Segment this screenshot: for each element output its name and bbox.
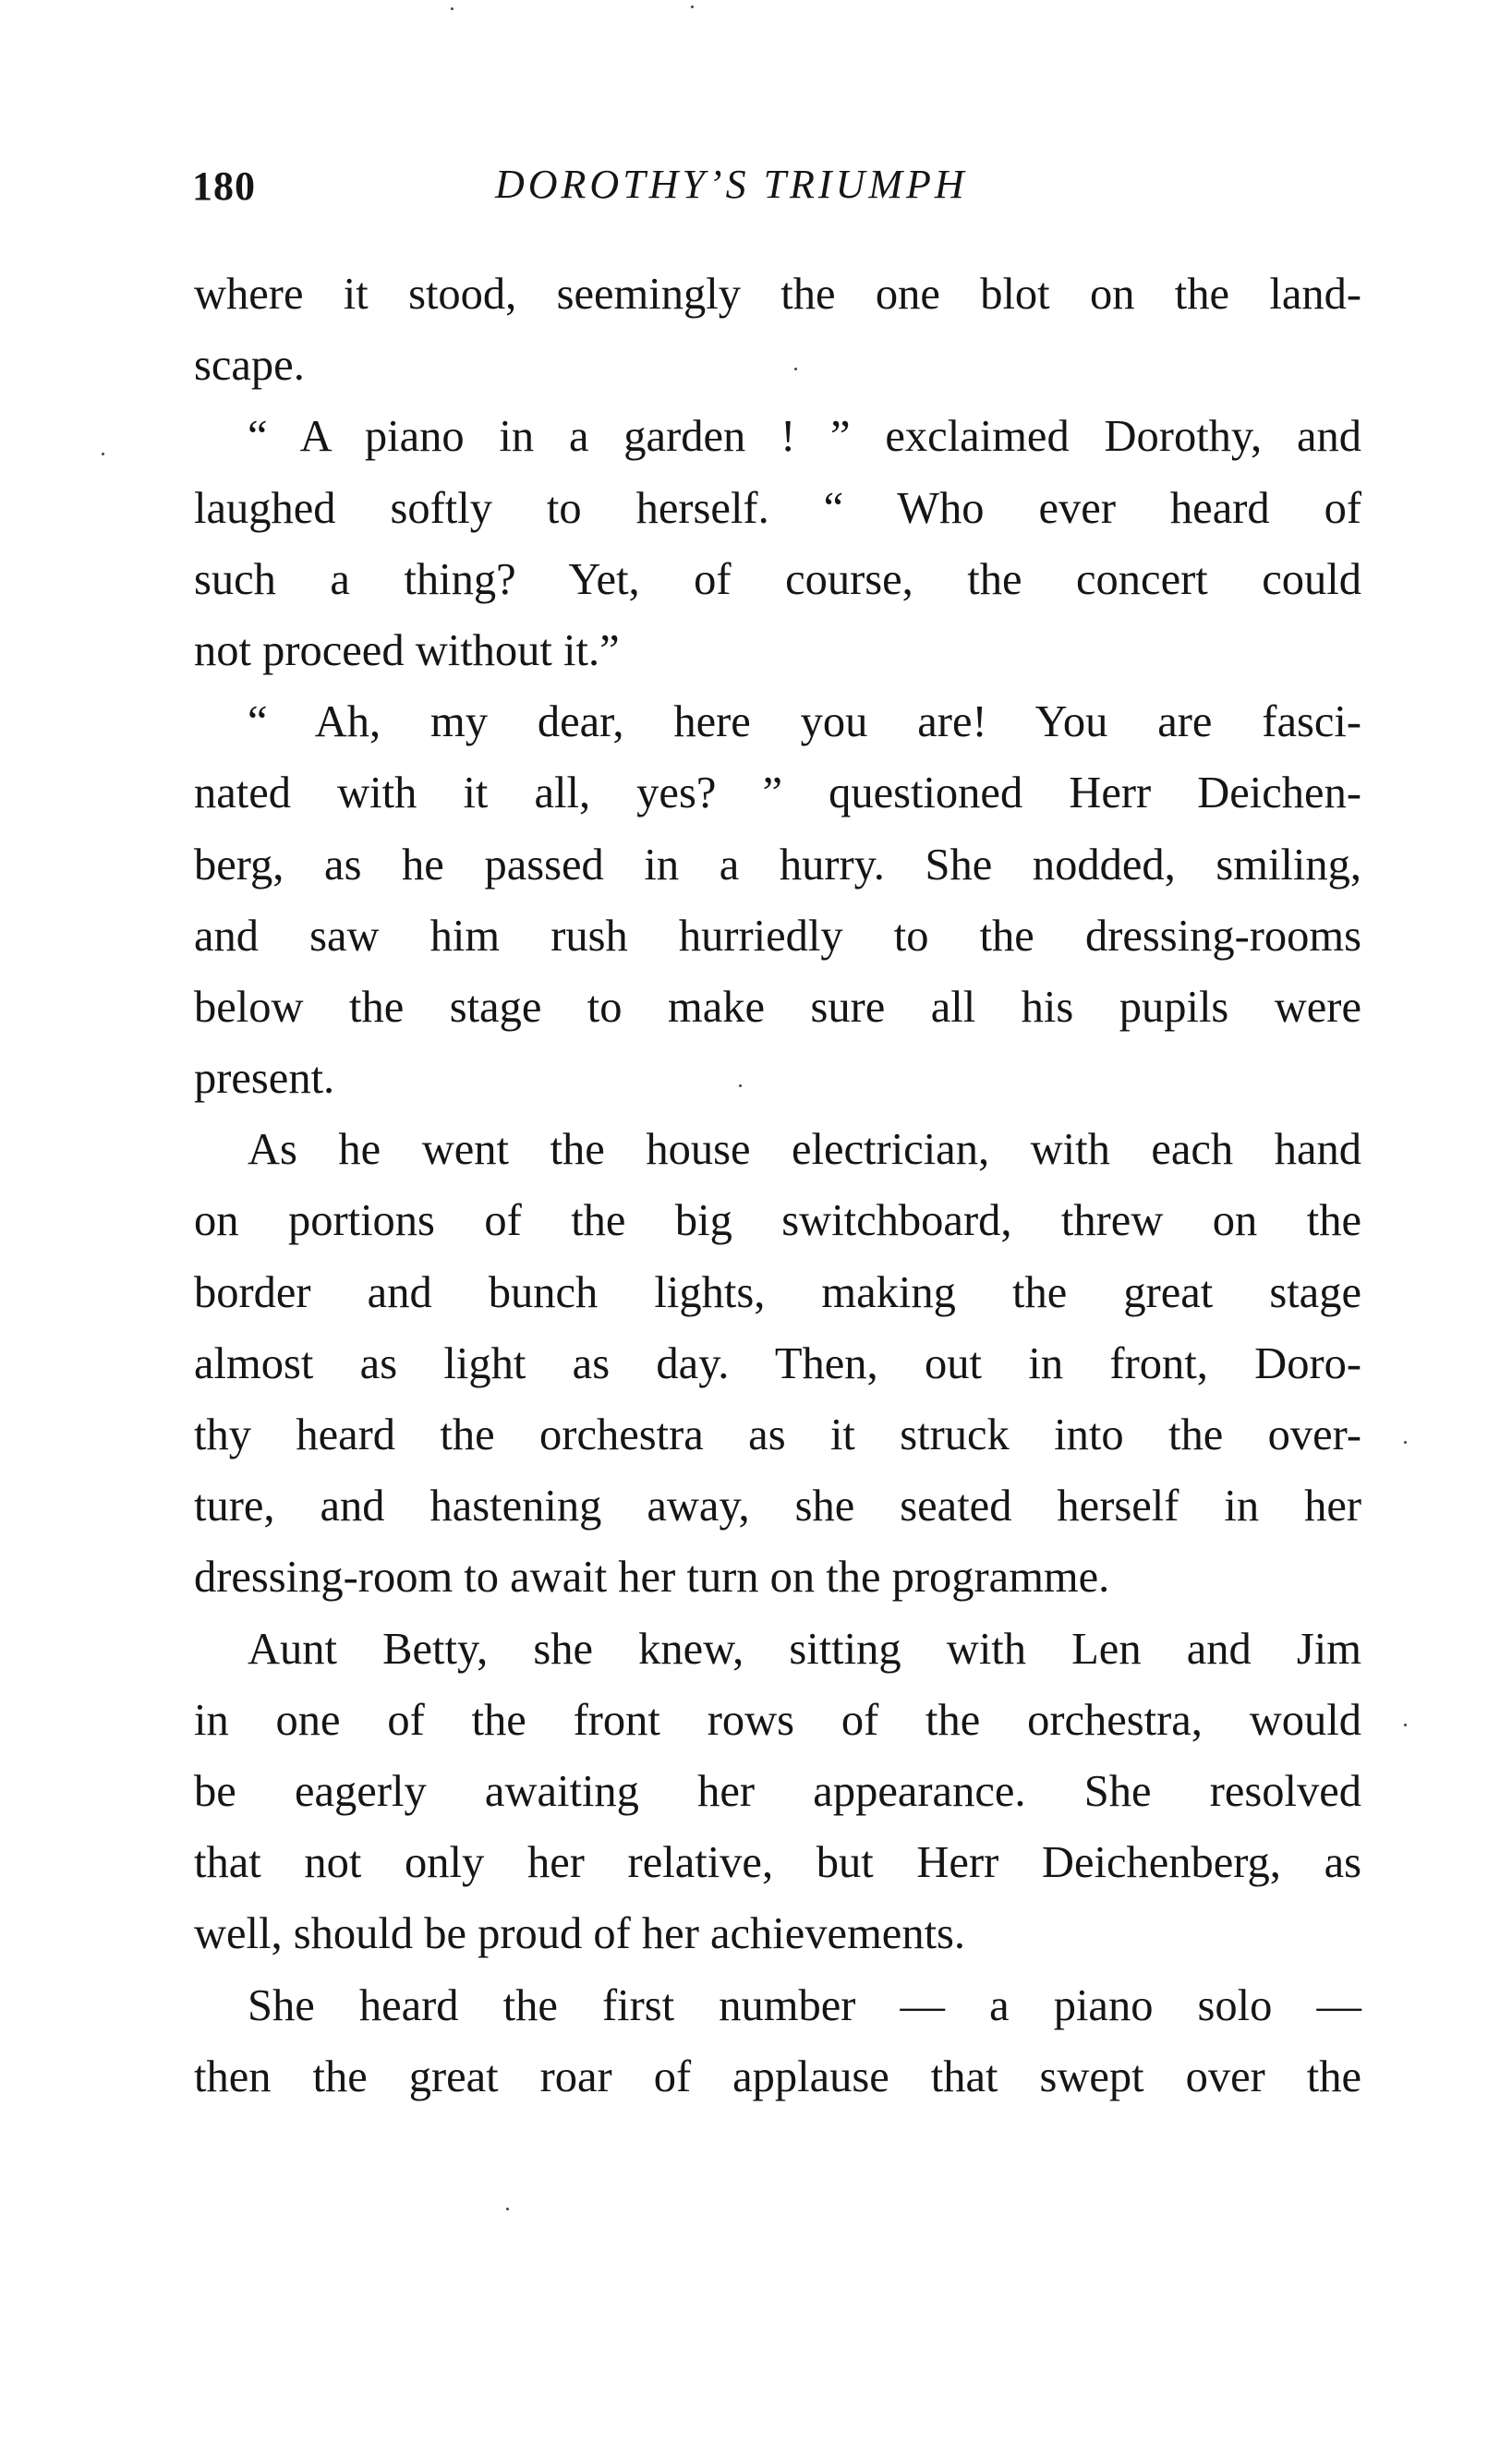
text-line: “ Ah, my dear, here you are! You are fasci- bbox=[248, 697, 1361, 747]
scan-speck bbox=[794, 368, 797, 370]
text-line: where it stood, seemingly the one blot on the land- bbox=[194, 270, 1361, 319]
text-line: ture, and hastening away, she seated herself in her bbox=[194, 1482, 1361, 1531]
text-line: in one of the front rows of the orchestra, would bbox=[194, 1695, 1361, 1745]
text-line: be eagerly awaiting her appearance. She resolved bbox=[194, 1766, 1361, 1816]
text-line: present. bbox=[194, 1054, 335, 1104]
text-line: such a thing? Yet, of course, the concert could bbox=[194, 554, 1361, 604]
text-line: She heard the first number — a piano solo — bbox=[248, 1980, 1361, 2030]
text-line: As he went the house electrician, with each hand bbox=[248, 1125, 1361, 1175]
text-line: and saw him rush hurriedly to the dressing-rooms bbox=[194, 911, 1361, 961]
text-line: dressing-room to await her turn on the programme. bbox=[194, 1553, 1110, 1603]
scan-speck bbox=[691, 6, 694, 8]
text-line: then the great roar of applause that swept over the bbox=[194, 2052, 1361, 2101]
page-number: 180 bbox=[192, 163, 256, 209]
running-head: DOROTHY’S TRIUMPH bbox=[495, 162, 968, 207]
scan-speck bbox=[506, 2208, 509, 2210]
page-header bbox=[192, 153, 1365, 227]
scan-speck bbox=[451, 7, 454, 10]
body-text bbox=[194, 259, 1361, 2112]
scan-speck bbox=[102, 453, 104, 455]
text-line: border and bunch lights, making the great stage bbox=[194, 1267, 1361, 1317]
scan-speck bbox=[1404, 1724, 1407, 1726]
scan-speck bbox=[739, 1084, 742, 1087]
text-line: nated with it all, yes? ” questioned Herr Deichen- bbox=[194, 769, 1361, 818]
text-line: below the stage to make sure all his pupils were bbox=[194, 982, 1361, 1032]
text-line: almost as light as day. Then, out in front, Doro- bbox=[194, 1338, 1361, 1388]
text-line: “ A piano in a garden ! ” exclaimed Dorothy, and bbox=[248, 412, 1361, 462]
text-line: on portions of the big switchboard, threw on the bbox=[194, 1196, 1361, 1246]
text-line: laughed softly to herself. “ Who ever heard of bbox=[194, 483, 1361, 533]
text-line: thy heard the orchestra as it struck into the over- bbox=[194, 1410, 1361, 1459]
text-line: scape. bbox=[194, 341, 305, 391]
text-line: that not only her relative, but Herr Deichenberg, as bbox=[194, 1838, 1361, 1888]
text-line: well, should be proud of her achievements. bbox=[194, 1909, 966, 1959]
text-line: Aunt Betty, she knew, sitting with Len and Jim bbox=[248, 1624, 1361, 1674]
scan-speck bbox=[1404, 1441, 1407, 1444]
text-line: berg, as he passed in a hurry. She nodded, smiling, bbox=[194, 840, 1361, 890]
text-line: not proceed without it.” bbox=[194, 625, 620, 675]
